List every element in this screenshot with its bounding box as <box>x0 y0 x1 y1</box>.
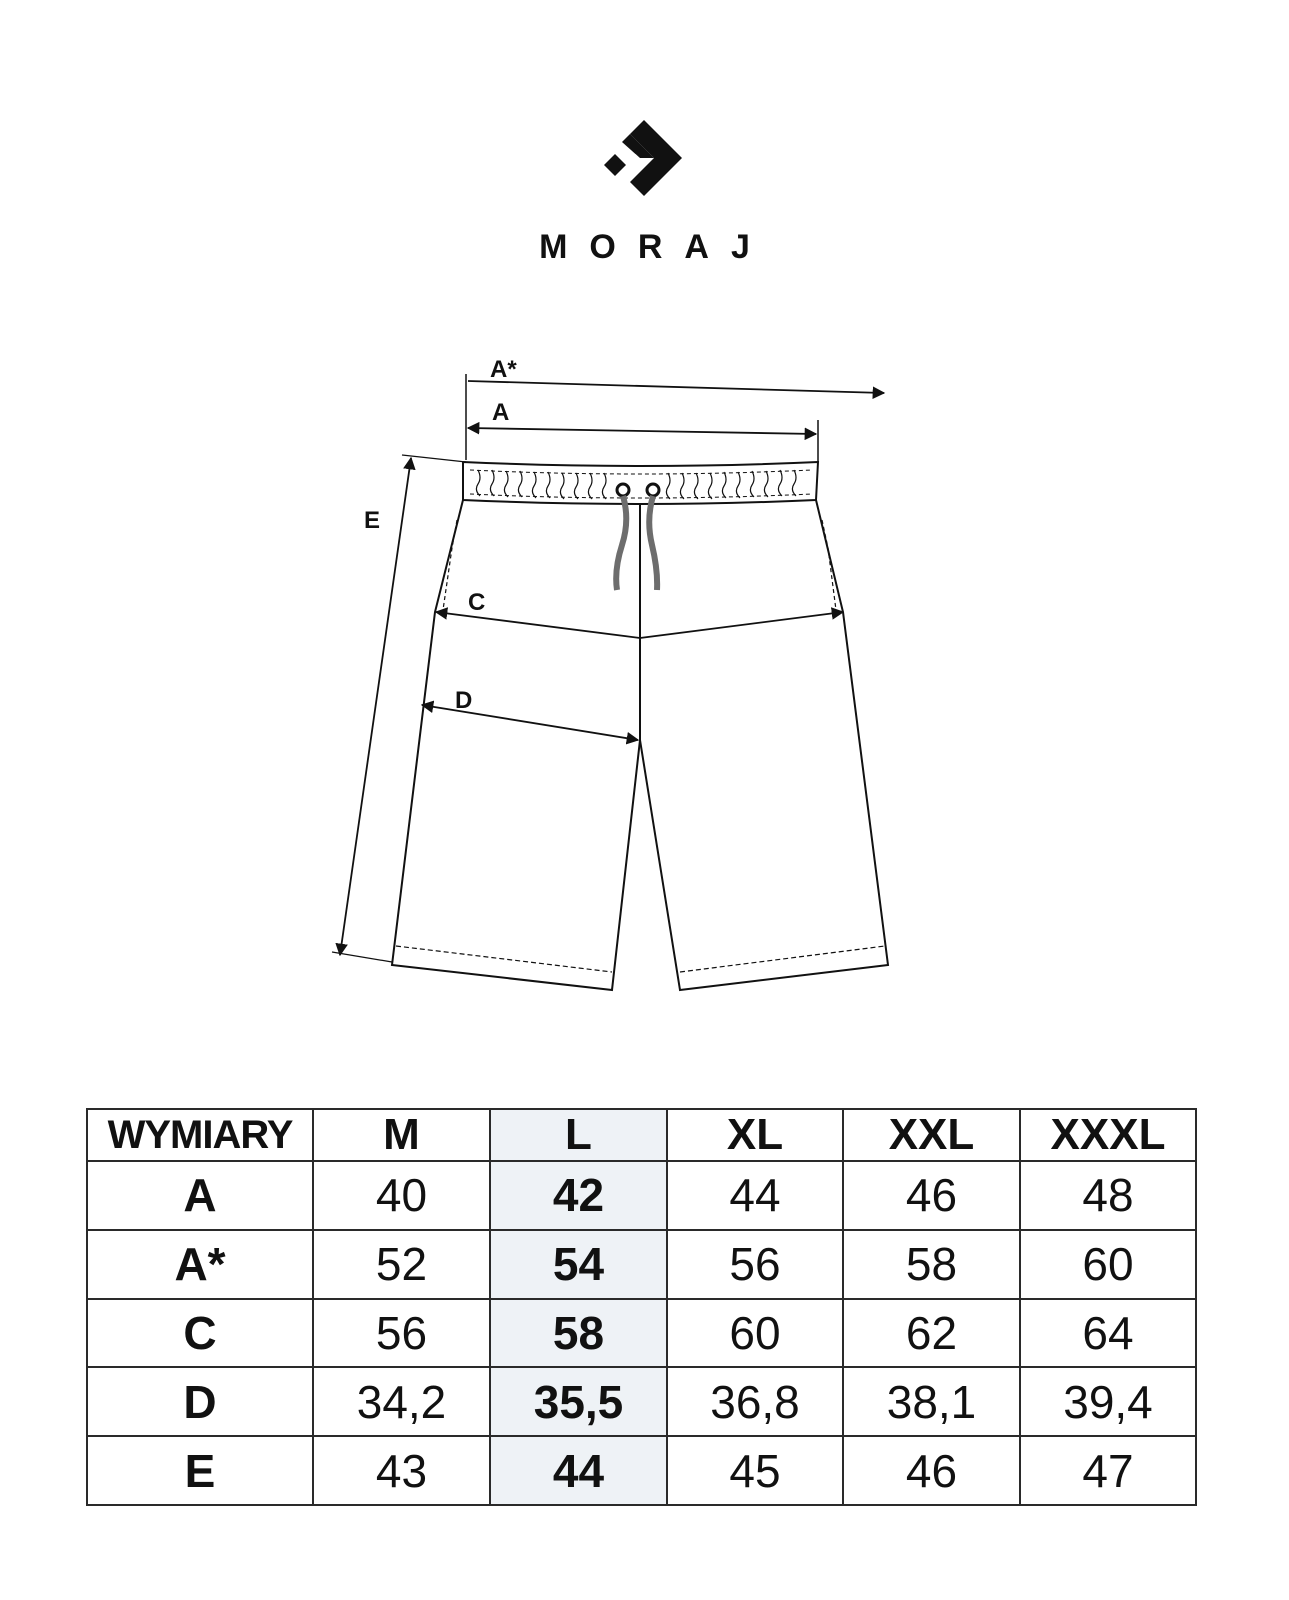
size-header-xl: XL <box>667 1109 843 1161</box>
table-cell: 56 <box>313 1299 490 1368</box>
label-c: C <box>468 589 486 616</box>
row-label: A <box>87 1161 313 1230</box>
table-cell: 35,5 <box>490 1367 667 1436</box>
row-label: E <box>87 1436 313 1505</box>
size-header-xxxl: XXXL <box>1020 1109 1196 1161</box>
table-cell: 52 <box>313 1230 490 1299</box>
label-a: A <box>492 399 510 426</box>
row-label: A* <box>87 1230 313 1299</box>
table-cell: 44 <box>490 1436 667 1505</box>
waistband <box>463 462 818 504</box>
brand-name: MORAJ <box>539 228 772 266</box>
label-a-star: A* <box>490 356 517 383</box>
measure-d <box>422 687 638 740</box>
table-row <box>87 1161 1196 1230</box>
table-cell: 36,8 <box>667 1367 843 1436</box>
shorts-body <box>392 500 888 990</box>
table-cell: 39,4 <box>1020 1367 1196 1436</box>
table-cell: 60 <box>1020 1230 1196 1299</box>
table-cell: 58 <box>490 1299 667 1368</box>
table-cell: 47 <box>1020 1436 1196 1505</box>
table-cell: 64 <box>1020 1299 1196 1368</box>
size-header-xxl: XXL <box>843 1109 1020 1161</box>
table-cell: 43 <box>313 1436 490 1505</box>
table-row <box>87 1230 1196 1299</box>
size-table <box>86 1108 1197 1506</box>
table-header-row <box>87 1109 1196 1161</box>
table-cell: 46 <box>843 1436 1020 1505</box>
table-corner-header: WYMIARY <box>87 1109 313 1161</box>
measure-a <box>468 399 818 462</box>
row-label: C <box>87 1299 313 1368</box>
measure-a-star <box>466 356 884 460</box>
table-cell: 42 <box>490 1161 667 1230</box>
table-cell: 60 <box>667 1299 843 1368</box>
table-cell: 38,1 <box>843 1367 1020 1436</box>
size-header-m: M <box>313 1109 490 1161</box>
table-cell: 56 <box>667 1230 843 1299</box>
table-row <box>87 1299 1196 1368</box>
label-d: D <box>455 687 473 714</box>
table-cell: 34,2 <box>313 1367 490 1436</box>
table-cell: 46 <box>843 1161 1020 1230</box>
table-row <box>87 1367 1196 1436</box>
table-cell: 58 <box>843 1230 1020 1299</box>
size-header-l: L <box>490 1109 667 1161</box>
table-cell: 62 <box>843 1299 1020 1368</box>
table-cell: 40 <box>313 1161 490 1230</box>
label-e: E <box>364 507 381 534</box>
table-row <box>87 1436 1196 1505</box>
table-cell: 44 <box>667 1161 843 1230</box>
table-cell: 48 <box>1020 1161 1196 1230</box>
table-cell: 45 <box>667 1436 843 1505</box>
table-cell: 54 <box>490 1230 667 1299</box>
row-label: D <box>87 1367 313 1436</box>
